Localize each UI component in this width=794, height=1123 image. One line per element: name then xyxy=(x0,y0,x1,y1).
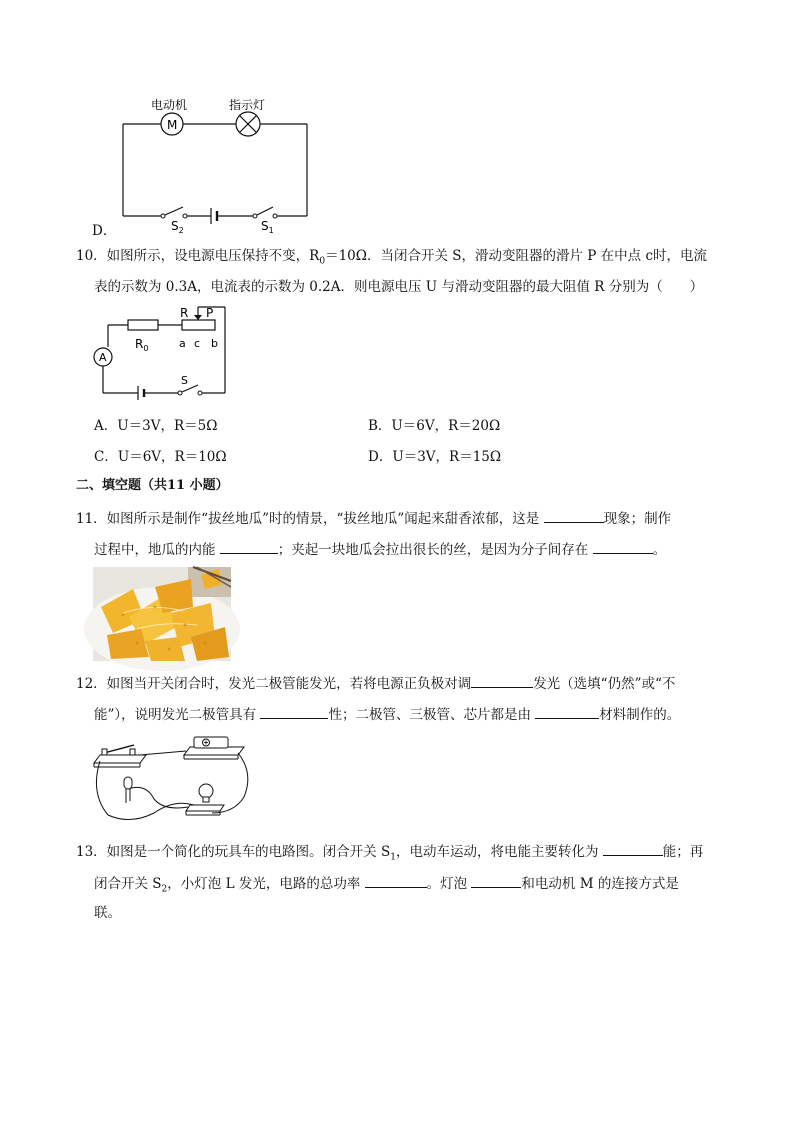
q12-text-1b: 发光（选填“仍然”或“不 xyxy=(533,676,676,692)
q13-text-2b: ，小灯泡 L 发光，电路的总功率 xyxy=(167,876,365,892)
q10-text-1-sub: 0 xyxy=(319,256,326,267)
q9-option-d-label: D． xyxy=(92,223,117,239)
q10-option-b: B．U＝6V，R＝20Ω xyxy=(368,418,501,434)
s1-label: $S_1$ xyxy=(261,219,274,235)
c-label: c xyxy=(194,337,201,350)
q9-option-d-circuit-diagram xyxy=(115,95,315,235)
b-label: b xyxy=(211,337,218,350)
q12-line-1 xyxy=(76,673,675,693)
a-label: a xyxy=(179,337,186,350)
q11-blank-2[interactable] xyxy=(220,539,278,554)
q13-line-1 xyxy=(76,841,703,867)
switch-s1-symbol xyxy=(253,207,277,218)
ammeter-symbol xyxy=(94,348,112,366)
q12-blank-1[interactable] xyxy=(471,673,533,688)
motor-label: 电动机 xyxy=(151,98,188,112)
q10-line-2: 表的示数为 0.3A，电流表的示数为 0.2A．则电源电压 U 与滑动变阻器的最大阻值 R 分别为（ ） xyxy=(94,279,704,295)
section-2-heading: 二、填空题（共11 小题） xyxy=(76,478,229,493)
q13-blank-3[interactable] xyxy=(471,873,521,888)
q12-blank-2[interactable] xyxy=(260,704,328,719)
q11-text-2c: 。 xyxy=(652,542,667,558)
q12-text-2b: 性；二极管、三极管、芯片都是由 xyxy=(328,707,536,723)
q13-line-3: 联。 xyxy=(94,905,121,921)
q13-blank-2[interactable] xyxy=(365,873,427,888)
q10-option-d: D．U＝3V，R＝15Ω xyxy=(368,449,502,465)
motor-m-letter: M xyxy=(167,118,178,132)
q10-circuit-diagram xyxy=(90,305,240,400)
lamp-symbol xyxy=(236,112,260,136)
q12-line-2 xyxy=(94,704,680,724)
q13-text-1-sub: 1 xyxy=(390,852,396,863)
q13-blank-1[interactable] xyxy=(603,841,663,856)
battery-symbol xyxy=(138,386,144,400)
q11-blank-3[interactable] xyxy=(593,539,653,554)
q12-text-1a: 12．如图当开关闭合时，发光二极管能发光，若将电源正负极对调 xyxy=(76,676,472,692)
battery-box-drawing xyxy=(184,737,244,759)
q11-text-1a: 11．如图所示是制作“拔丝地瓜”时的情景，“拔丝地瓜”闻起来甜香浓郁，这是 xyxy=(76,511,544,527)
q10-option-c: C．U＝6V，R＝10Ω xyxy=(94,449,227,465)
q13-text-2-sub: 2 xyxy=(161,884,168,895)
q10-text-1b: ＝10Ω．当闭合开关 S，滑动变阻器的滑片 P 在中点 c时，电流 xyxy=(325,248,708,264)
candied-sweet-potato-photo xyxy=(93,567,231,661)
motor-symbol xyxy=(161,113,183,135)
q13-text-2c: 。灯泡 xyxy=(426,876,472,892)
q10-line-1 xyxy=(76,247,707,271)
q13-text-1c: 能；再 xyxy=(662,844,704,860)
s2-label: $S_2$ xyxy=(171,219,184,235)
lamp-label: 指示灯 xyxy=(229,98,266,112)
q11-text-2a: 过程中，地瓜的内能 xyxy=(94,542,220,558)
q11-text-2b: ；夹起一块地瓜会拉出很长的丝，是因为分子间存在 xyxy=(277,542,593,558)
resistor-r0-symbol xyxy=(128,320,158,330)
ammeter-a-letter: A xyxy=(99,351,107,364)
q12-text-2a: 能”），说明发光二极管具有 xyxy=(94,707,261,723)
switch-s2-symbol xyxy=(161,207,187,218)
battery-symbol xyxy=(211,208,217,224)
knife-switch-drawing xyxy=(94,745,146,767)
q11-text-1b: 现象；制作 xyxy=(603,511,672,527)
led-drawing xyxy=(124,777,132,803)
q10-option-a: A．U＝3V，R＝5Ω xyxy=(94,418,218,434)
q11-line-1 xyxy=(76,508,671,528)
s-label: S xyxy=(181,374,188,387)
rheostat-r-symbol xyxy=(182,320,215,330)
q11-line-2 xyxy=(94,539,666,559)
p-label: P xyxy=(206,306,214,320)
q13-line-2 xyxy=(94,873,679,899)
r-label: R xyxy=(180,306,189,320)
q13-text-1b: ，电动车运动，将电能主要转化为 xyxy=(395,844,603,860)
q13-text-2a: 闭合开关 S xyxy=(94,876,162,892)
q12-text-2c: 材料制作的。 xyxy=(599,707,681,723)
q10-text-1a: 10．如图所示，设电源电压保持不变，R xyxy=(76,248,320,264)
q13-text-2d: 和电动机 M 的连接方式是 xyxy=(521,876,679,892)
r0-label: $R_0$ xyxy=(135,337,149,353)
q12-blank-3[interactable] xyxy=(535,704,599,719)
q11-blank-1[interactable] xyxy=(544,508,604,523)
led-circuit-apparatus-drawing xyxy=(94,733,254,825)
q13-text-1a: 13．如图是一个简化的玩具车的电路图。闭合开关 S xyxy=(76,844,391,860)
light-bulb-drawing xyxy=(186,784,224,815)
